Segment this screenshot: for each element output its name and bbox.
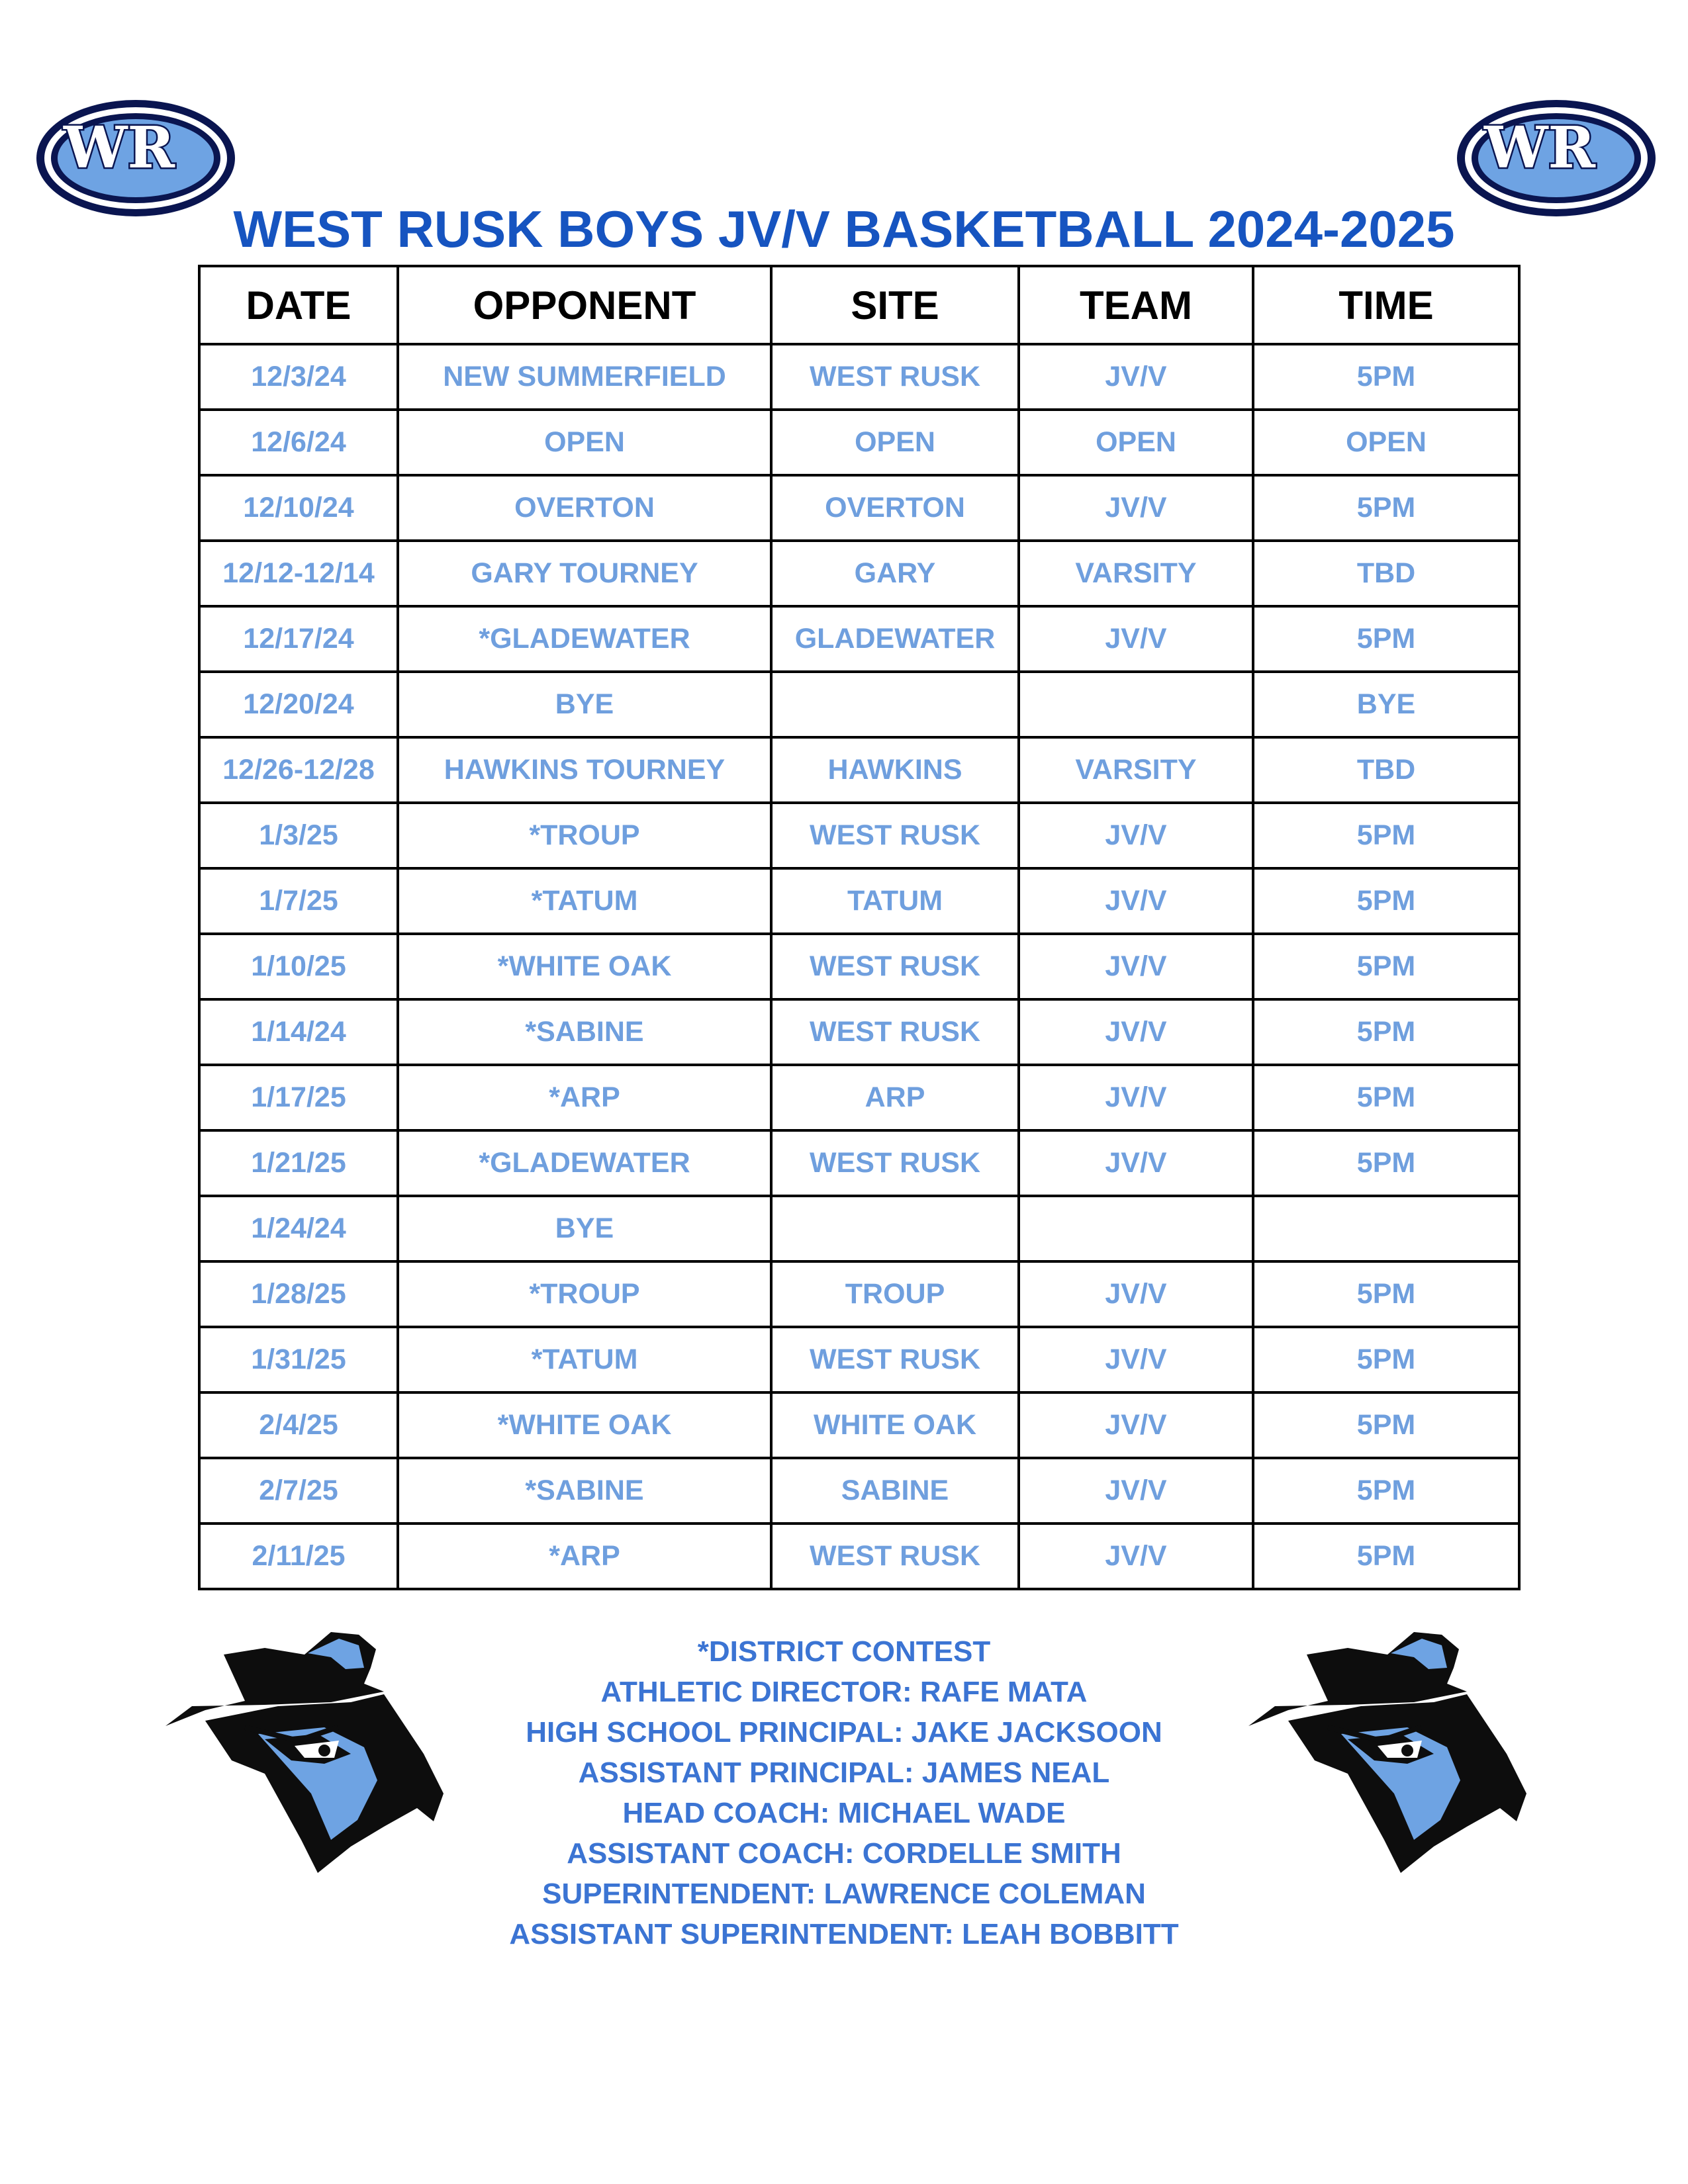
assistant-principal: ASSISTANT PRINCIPAL: JAMES NEAL <box>578 1756 1110 1789</box>
time-cell: 5PM <box>1253 1261 1519 1327</box>
opponent-cell: *TATUM <box>398 868 771 934</box>
site-cell: OPEN <box>771 410 1019 475</box>
table-row <box>199 1392 1519 1458</box>
site-cell: TROUP <box>771 1261 1019 1327</box>
time-cell: 5PM <box>1253 868 1519 934</box>
site-cell: WEST RUSK <box>771 1130 1019 1196</box>
table-row <box>199 737 1519 803</box>
table-row <box>199 1196 1519 1261</box>
date-cell: 1/14/24 <box>199 999 398 1065</box>
team-cell: JV/V <box>1019 1261 1253 1327</box>
table-row <box>199 999 1519 1065</box>
head-coach: HEAD COACH: MICHAEL WADE <box>622 1797 1066 1829</box>
site-cell: WEST RUSK <box>771 1524 1019 1589</box>
opponent-cell: *SABINE <box>398 999 771 1065</box>
table-row <box>199 803 1519 868</box>
athletic-director: ATHLETIC DIRECTOR: RAFE MATA <box>600 1676 1088 1708</box>
date-cell: 1/7/25 <box>199 868 398 934</box>
column-header-opponent: OPPONENT <box>398 266 771 344</box>
opponent-cell: *SABINE <box>398 1458 771 1524</box>
team-cell: JV/V <box>1019 934 1253 999</box>
district-contest-note: *DISTRICT CONTEST <box>697 1635 991 1668</box>
date-cell: 2/7/25 <box>199 1458 398 1524</box>
team-cell: JV/V <box>1019 1065 1253 1130</box>
schedule-body <box>199 344 1519 1589</box>
date-cell: 1/21/25 <box>199 1130 398 1196</box>
time-cell: 5PM <box>1253 1524 1519 1589</box>
team-cell: JV/V <box>1019 1327 1253 1392</box>
opponent-cell: OVERTON <box>398 475 771 541</box>
column-header-date: DATE <box>199 266 398 344</box>
time-cell: BYE <box>1253 672 1519 737</box>
site-cell <box>771 672 1019 737</box>
opponent-cell: *TATUM <box>398 1327 771 1392</box>
table-row <box>199 934 1519 999</box>
time-cell: 5PM <box>1253 475 1519 541</box>
opponent-cell: BYE <box>398 672 771 737</box>
time-cell: 5PM <box>1253 999 1519 1065</box>
date-cell: 1/10/25 <box>199 934 398 999</box>
team-cell: VARSITY <box>1019 541 1253 606</box>
high-school-principal: HIGH SCHOOL PRINCIPAL: JAKE JACKSOON <box>526 1716 1162 1749</box>
schedule-table <box>198 265 1521 1590</box>
table-row <box>199 1261 1519 1327</box>
date-cell: 12/10/24 <box>199 475 398 541</box>
site-cell: WEST RUSK <box>771 803 1019 868</box>
table-row <box>199 410 1519 475</box>
assistant-superintendent: ASSISTANT SUPERINTENDENT: LEAH BOBBITT <box>509 1918 1179 1950</box>
opponent-cell: GARY TOURNEY <box>398 541 771 606</box>
site-cell: SABINE <box>771 1458 1019 1524</box>
date-cell: 12/6/24 <box>199 410 398 475</box>
logo-letter-w: WR <box>63 114 175 181</box>
team-cell: JV/V <box>1019 1392 1253 1458</box>
table-row <box>199 1065 1519 1130</box>
date-cell: 1/31/25 <box>199 1327 398 1392</box>
table-row <box>199 541 1519 606</box>
team-cell: JV/V <box>1019 1130 1253 1196</box>
opponent-cell: *TROUP <box>398 803 771 868</box>
time-cell: OPEN <box>1253 410 1519 475</box>
site-cell <box>771 1196 1019 1261</box>
date-cell: 2/4/25 <box>199 1392 398 1458</box>
site-cell: OVERTON <box>771 475 1019 541</box>
team-cell: JV/V <box>1019 475 1253 541</box>
time-cell: 5PM <box>1253 1458 1519 1524</box>
team-cell: VARSITY <box>1019 737 1253 803</box>
site-cell: ARP <box>771 1065 1019 1130</box>
opponent-cell: *ARP <box>398 1524 771 1589</box>
team-cell: JV/V <box>1019 1524 1253 1589</box>
time-cell: 5PM <box>1253 1065 1519 1130</box>
opponent-cell: OPEN <box>398 410 771 475</box>
time-cell: 5PM <box>1253 1327 1519 1392</box>
table-row <box>199 1130 1519 1196</box>
table-row <box>199 1524 1519 1589</box>
opponent-cell: HAWKINS TOURNEY <box>398 737 771 803</box>
assistant-coach: ASSISTANT COACH: CORDELLE SMITH <box>567 1837 1121 1870</box>
site-cell: WEST RUSK <box>771 1327 1019 1392</box>
opponent-cell: *WHITE OAK <box>398 934 771 999</box>
site-cell: WEST RUSK <box>771 999 1019 1065</box>
date-cell: 1/3/25 <box>199 803 398 868</box>
time-cell: 5PM <box>1253 1130 1519 1196</box>
table-row <box>199 1327 1519 1392</box>
site-cell: WEST RUSK <box>771 934 1019 999</box>
date-cell: 12/12-12/14 <box>199 541 398 606</box>
table-row <box>199 475 1519 541</box>
date-cell: 12/3/24 <box>199 344 398 410</box>
site-cell: GLADEWATER <box>771 606 1019 672</box>
time-cell: TBD <box>1253 737 1519 803</box>
superintendent: SUPERINTENDENT: LAWRENCE COLEMAN <box>542 1878 1146 1910</box>
table-row <box>199 606 1519 672</box>
date-cell: 1/28/25 <box>199 1261 398 1327</box>
time-cell <box>1253 1196 1519 1261</box>
date-cell: 12/17/24 <box>199 606 398 672</box>
table-row <box>199 1458 1519 1524</box>
time-cell: 5PM <box>1253 344 1519 410</box>
time-cell: 5PM <box>1253 803 1519 868</box>
opponent-cell: *ARP <box>398 1065 771 1130</box>
time-cell: 5PM <box>1253 606 1519 672</box>
opponent-cell: *TROUP <box>398 1261 771 1327</box>
team-cell: JV/V <box>1019 999 1253 1065</box>
team-cell: JV/V <box>1019 868 1253 934</box>
team-cell <box>1019 672 1253 737</box>
time-cell: 5PM <box>1253 934 1519 999</box>
table-row <box>199 868 1519 934</box>
date-cell: 1/24/24 <box>199 1196 398 1261</box>
column-header-team: TEAM <box>1019 266 1253 344</box>
page-title: WEST RUSK BOYS JV/V BASKETBALL 2024-2025 <box>233 200 1455 258</box>
site-cell: HAWKINS <box>771 737 1019 803</box>
date-cell: 12/26-12/28 <box>199 737 398 803</box>
opponent-cell: *GLADEWATER <box>398 1130 771 1196</box>
table-row <box>199 672 1519 737</box>
site-cell: WHITE OAK <box>771 1392 1019 1458</box>
time-cell: 5PM <box>1253 1392 1519 1458</box>
site-cell: TATUM <box>771 868 1019 934</box>
team-cell: JV/V <box>1019 803 1253 868</box>
site-cell: WEST RUSK <box>771 344 1019 410</box>
table-row <box>199 344 1519 410</box>
opponent-cell: BYE <box>398 1196 771 1261</box>
opponent-cell: NEW SUMMERFIELD <box>398 344 771 410</box>
opponent-cell: *WHITE OAK <box>398 1392 771 1458</box>
team-cell: JV/V <box>1019 344 1253 410</box>
team-cell: JV/V <box>1019 606 1253 672</box>
date-cell: 1/17/25 <box>199 1065 398 1130</box>
team-cell: JV/V <box>1019 1458 1253 1524</box>
site-cell: GARY <box>771 541 1019 606</box>
time-cell: TBD <box>1253 541 1519 606</box>
date-cell: 2/11/25 <box>199 1524 398 1589</box>
column-header-time: TIME <box>1253 266 1519 344</box>
table-header-row <box>199 266 1519 344</box>
staff-info <box>397 1631 1291 1954</box>
column-header-site: SITE <box>771 266 1019 344</box>
team-cell <box>1019 1196 1253 1261</box>
date-cell: 12/20/24 <box>199 672 398 737</box>
team-cell: OPEN <box>1019 410 1253 475</box>
opponent-cell: *GLADEWATER <box>398 606 771 672</box>
logo-letter-w: WR <box>1483 114 1596 181</box>
